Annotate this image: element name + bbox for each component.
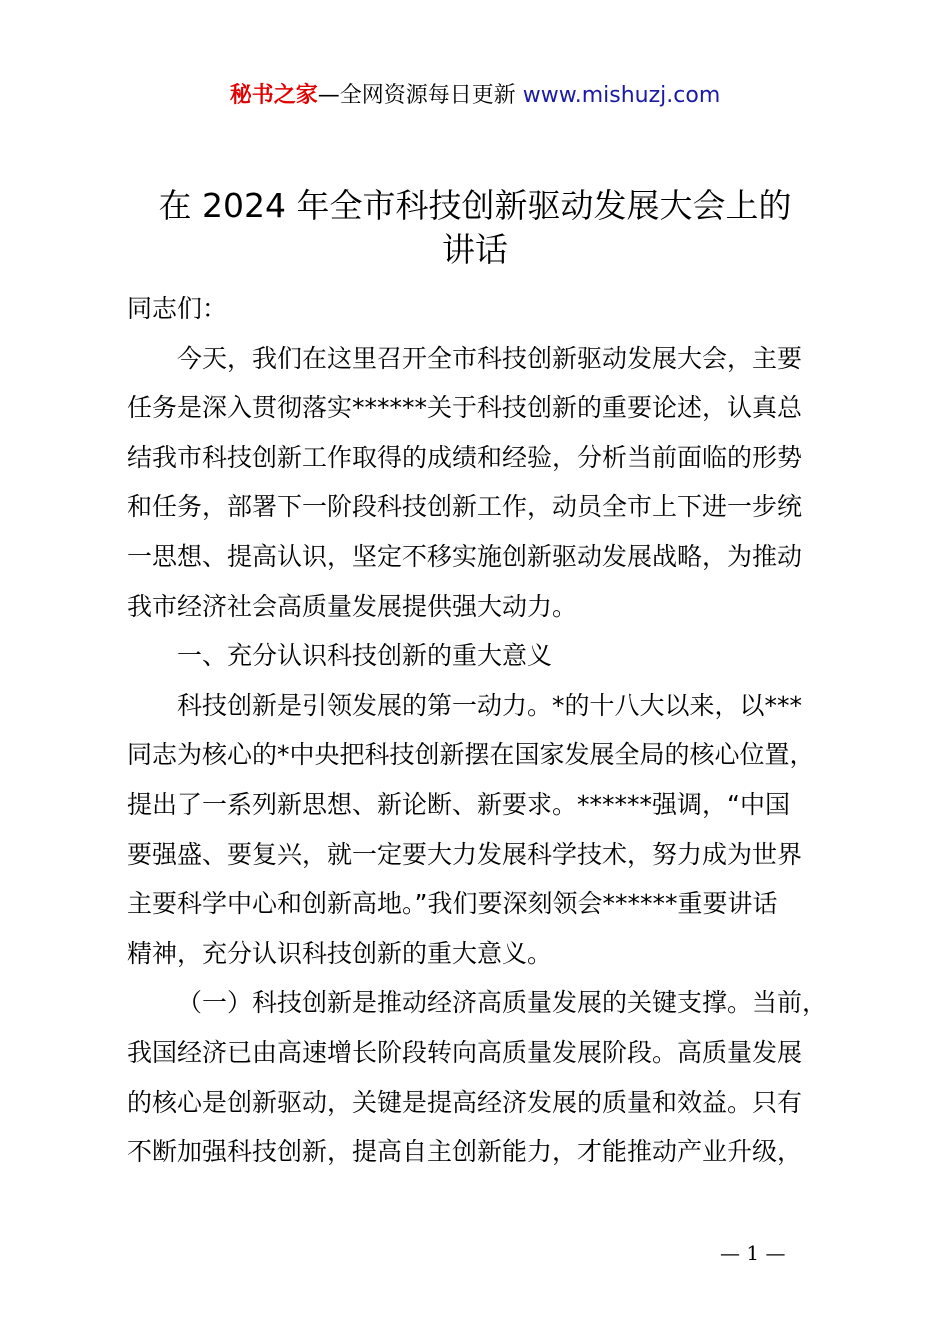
body-line: 不断加强科技创新，提高自主创新能力，才能推动产业升级， bbox=[127, 1137, 803, 1167]
body-line: （一）科技创新是推动经济高质量发展的关键支撑。当前， bbox=[177, 988, 828, 1018]
body-line: 和任务，部署下一阶段科技创新工作，动员全市上下进一步统 bbox=[127, 492, 803, 522]
body-line: 要强盛、要复兴，就一定要大力发展科学技术，努力成为世界 bbox=[127, 839, 803, 869]
site-url-link[interactable]: www.mishuzj.com bbox=[522, 83, 721, 108]
body-line: 精神，充分认识科技创新的重大意义。 bbox=[127, 938, 553, 968]
body-line: 任务是深入贯彻落实******关于科技创新的重要论述，认真总 bbox=[127, 393, 803, 423]
body-line: 提出了一系列新思想、新论断、新要求。******强调，“中国 bbox=[127, 789, 790, 819]
body-line: 一思想、提高认识，坚定不移实施创新驱动发展战略，为推动 bbox=[127, 541, 803, 571]
body-line: 今天，我们在这里召开全市科技创新驱动发展大会，主要 bbox=[177, 343, 803, 373]
body-line: 同志为核心的*中央把科技创新摆在国家发展全局的核心位置， bbox=[127, 740, 815, 770]
body-line: 我市经济社会高质量发展提供强大动力。 bbox=[127, 591, 578, 621]
body-line: 主要科学中心和创新高地。”我们要深刻领会******重要讲话 bbox=[127, 889, 778, 919]
document-title bbox=[125, 184, 825, 272]
title-line-2: 讲话 bbox=[442, 230, 508, 269]
header-tagline: —全网资源每日更新 bbox=[317, 83, 516, 108]
body-line: 结我市科技创新工作取得的成绩和经验，分析当前面临的形势 bbox=[127, 442, 803, 472]
document-body bbox=[127, 284, 833, 1177]
body-line: 一、充分认识科技创新的重大意义 bbox=[177, 641, 553, 671]
brand-name: 秘书之家 bbox=[229, 83, 318, 108]
body-line: 的核心是创新驱动，关键是提高经济发展的质量和效益。只有 bbox=[127, 1087, 803, 1117]
body-line: 我国经济已由高速增长阶段转向高质量发展阶段。高质量发展 bbox=[127, 1037, 803, 1067]
body-line: 科技创新是引领发展的第一动力。*的十八大以来，以*** bbox=[177, 690, 803, 720]
body-line: 同志们： bbox=[127, 294, 228, 323]
site-header bbox=[0, 80, 950, 112]
title-line-1: 在 2024 年全市科技创新驱动发展大会上的 bbox=[158, 186, 792, 225]
page-number: — 1 — bbox=[720, 1241, 786, 1265]
